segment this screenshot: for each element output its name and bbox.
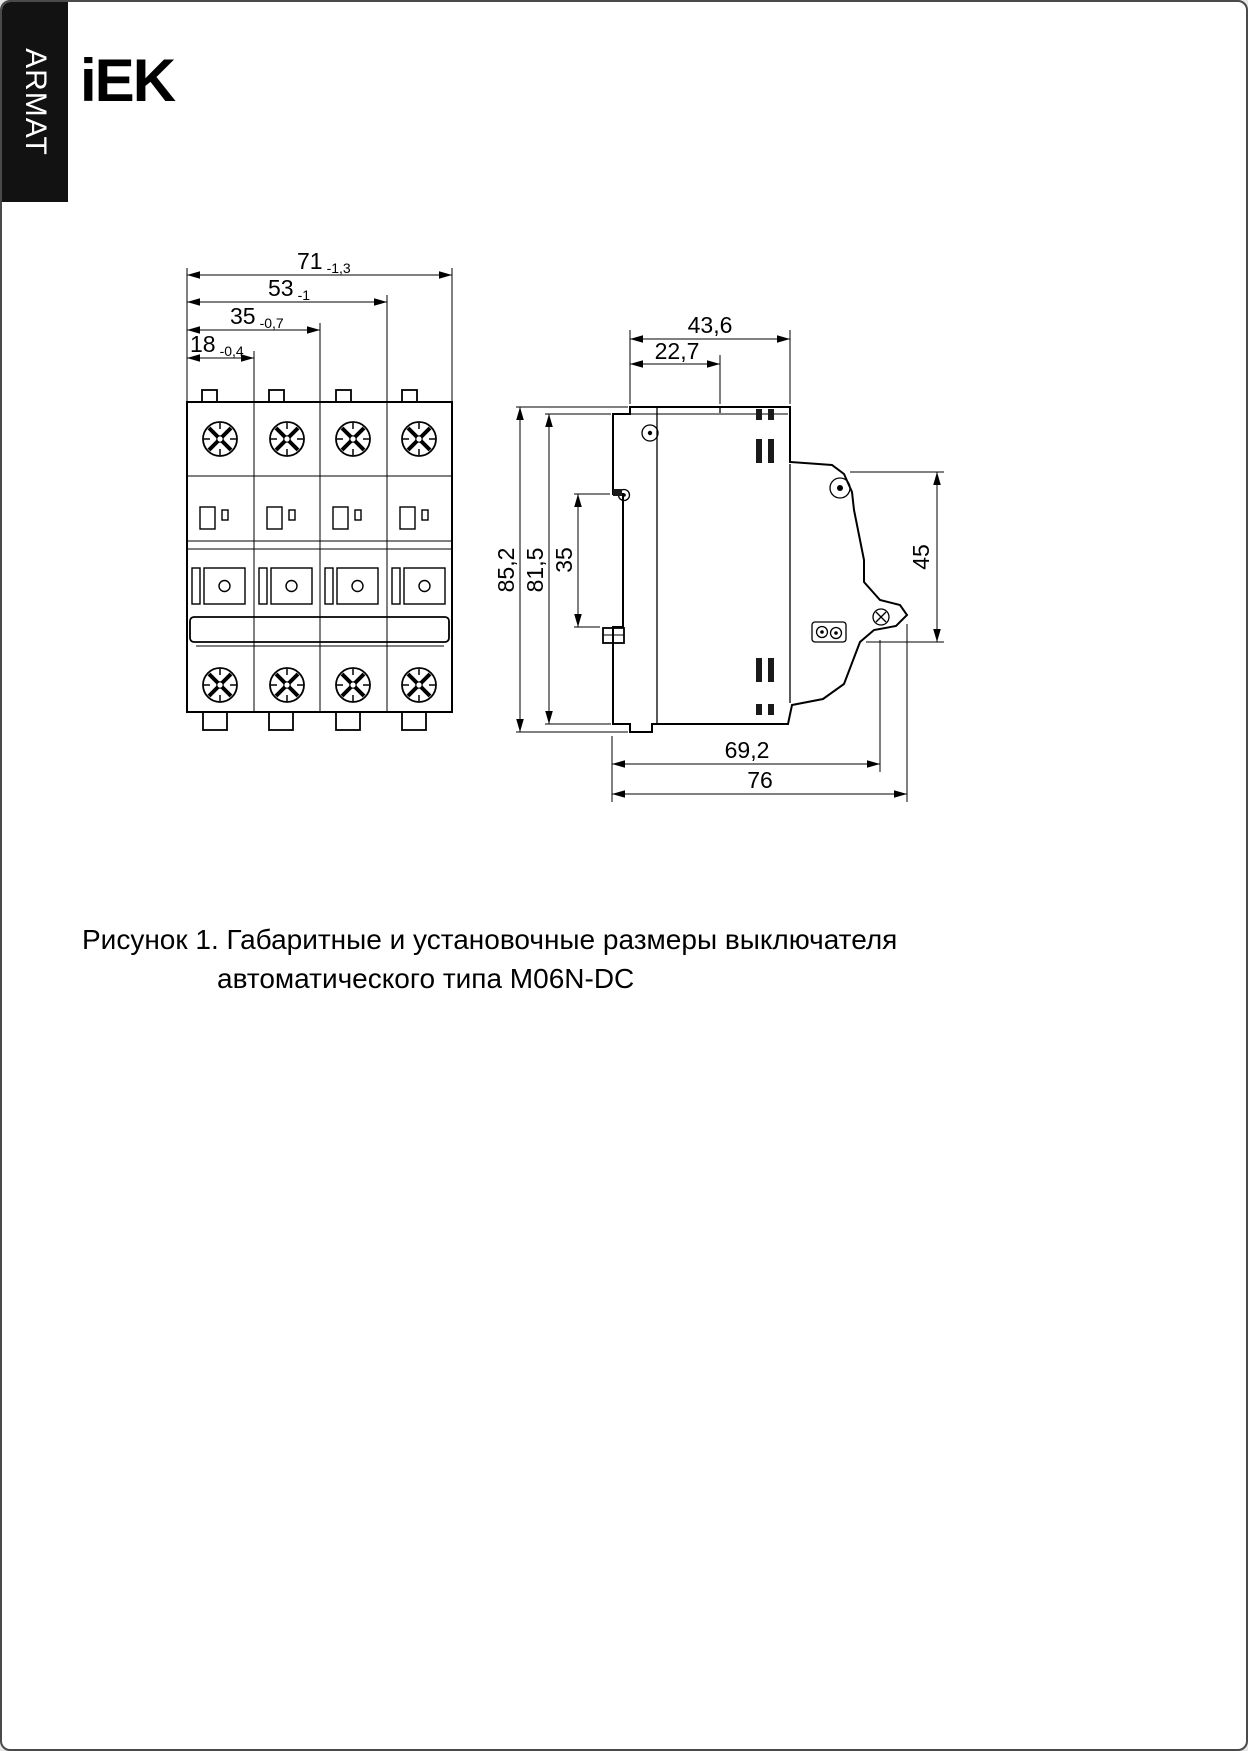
dim-43-6: 43,6 [687,312,733,338]
dim-71: 71 -1,3 [297,252,351,276]
figure-caption-line1: Рисунок 1. Габаритные и установочные размеры выключателя [82,924,898,955]
figure-caption [82,920,897,998]
dim-45: 45 [908,544,934,570]
side-view-body [603,407,907,732]
dim-35: 35 -0,7 [230,303,284,331]
dim-69-2: 69,2 [724,737,770,763]
side-view-drawing [492,302,962,822]
front-view-drawing [172,252,472,742]
dim-22-7: 22,7 [654,338,700,364]
dim-81-5: 81,5 [522,547,548,593]
front-view-dimensions [187,252,452,402]
brand-sidebar [2,2,68,202]
dim-76: 76 [747,767,773,793]
front-view-body [187,390,452,730]
brand-sidebar-label: ARMAT [19,48,52,156]
figure-caption-line2: автоматического типа М06N-DC [217,963,635,995]
dim-18: 18 -0,4 [190,331,244,359]
dim-53: 53 -1 [268,275,311,303]
dim-85-2: 85,2 [493,547,519,593]
dim-35-din: 35 [551,547,577,573]
iek-logo: iEK [80,47,175,114]
